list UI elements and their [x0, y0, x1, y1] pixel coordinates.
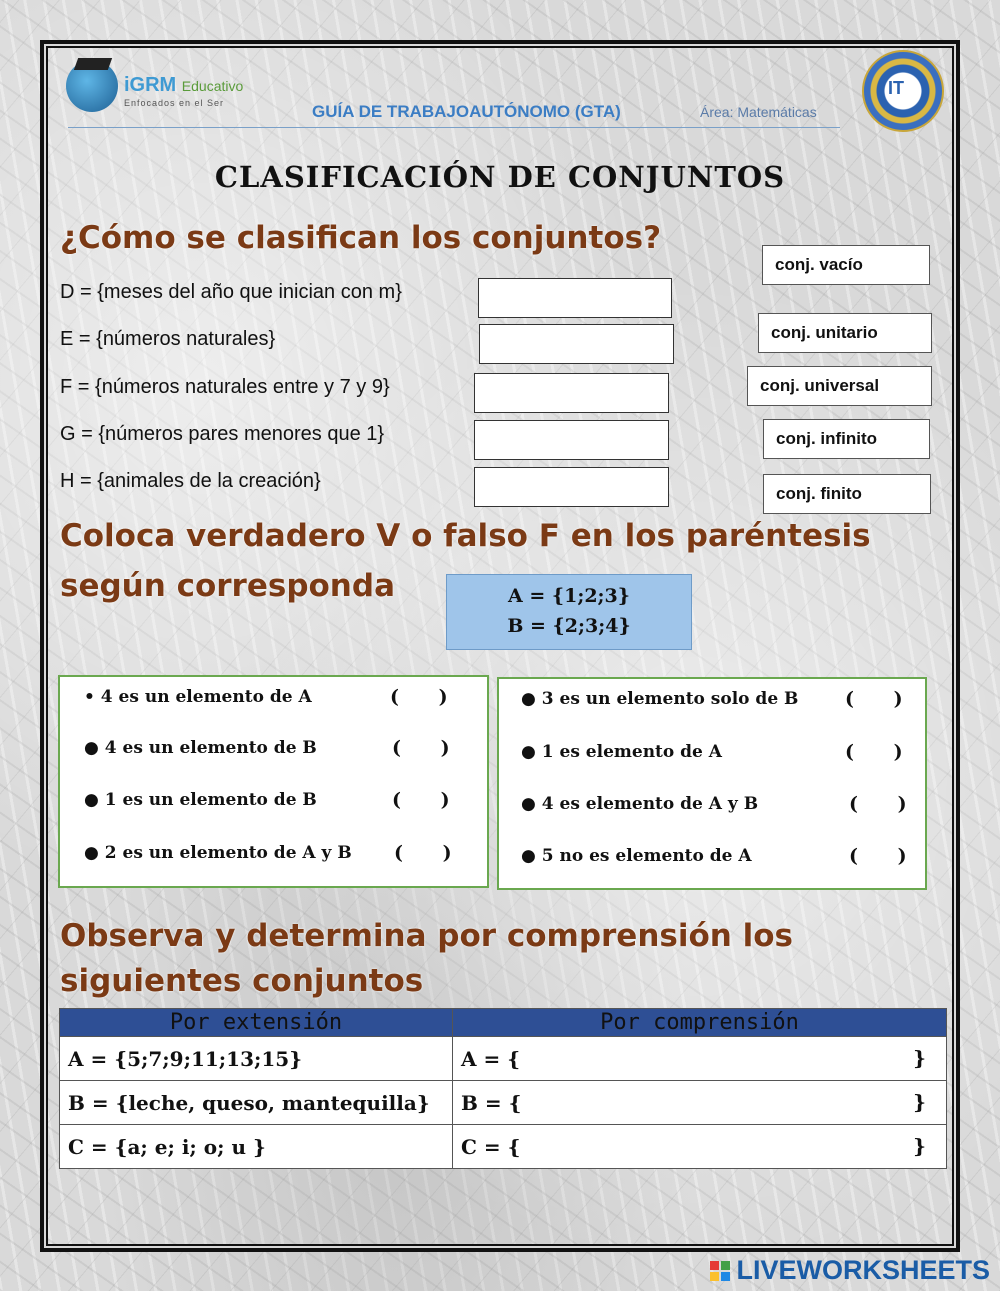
tf-paren-right-4[interactable]: ( )	[849, 845, 907, 867]
set-e-label: E = {números naturales}	[60, 328, 276, 350]
answer-box-f[interactable]	[474, 373, 669, 413]
seal-text: IT	[888, 78, 904, 98]
tf-paren-left-3[interactable]: ( )	[392, 789, 450, 811]
option-conj-infinito[interactable]: conj. infinito	[763, 419, 930, 459]
subject-area: Área: Matemáticas	[700, 104, 817, 120]
tf-panel-left	[58, 675, 489, 888]
set-b-definition: B = {2;3;4}	[507, 615, 631, 637]
tf-item-left-4: ● 2 es un elemento de A y B	[84, 843, 352, 863]
tf-paren-left-4[interactable]: ( )	[394, 842, 452, 864]
comprehension-close-a: }	[913, 1046, 926, 1070]
table-row	[60, 1125, 947, 1169]
comprehension-close-c: }	[913, 1134, 926, 1158]
section3-heading-line2: siguientes conjuntos	[60, 963, 424, 999]
tf-item-right-4: ● 5 no es elemento de A	[521, 846, 752, 866]
tf-paren-right-3[interactable]: ( )	[849, 793, 907, 815]
liveworksheets-brand: LIVEWORKSHEETS	[736, 1255, 990, 1285]
logo-brand-name: iGRM	[124, 74, 177, 96]
set-d-label: D = {meses del año que inician con m}	[60, 281, 402, 303]
extension-cell-c: C = {a; e; i; o; u }	[60, 1125, 453, 1169]
set-g-label: G = {números pares menores que 1}	[60, 423, 385, 445]
igrm-logo	[60, 58, 250, 120]
comprehension-close-b: }	[913, 1090, 926, 1114]
comprehension-table	[59, 1008, 947, 1169]
option-conj-universal[interactable]: conj. universal	[747, 366, 932, 406]
section2-heading-line2: según corresponda	[60, 568, 395, 604]
tf-paren-left-2[interactable]: ( )	[392, 737, 450, 759]
table-row	[60, 1081, 947, 1125]
page-title: CLASIFICACIÓN DE CONJUNTOS	[214, 160, 786, 194]
comprehension-open-c: C = {	[461, 1134, 521, 1159]
tf-paren-right-2[interactable]: ( )	[845, 741, 903, 763]
table-header-row	[60, 1009, 947, 1037]
option-conj-unitario[interactable]: conj. unitario	[758, 313, 932, 353]
liveworksheets-logo[interactable]	[710, 1255, 990, 1286]
tf-panel-right	[497, 677, 927, 890]
graduation-cap-icon	[74, 58, 112, 70]
comprehension-open-a: A = {	[461, 1046, 521, 1071]
extension-cell-b: B = {leche, queso, mantequilla}	[60, 1081, 453, 1125]
guide-title: GUÍA DE TRABAJOAUTÓNOMO (GTA)	[312, 102, 621, 121]
comprehension-cell-a[interactable]	[453, 1037, 947, 1081]
option-conj-finito[interactable]: conj. finito	[763, 474, 931, 514]
comprehension-cell-b[interactable]	[453, 1081, 947, 1125]
col-header-comprehension: Por comprensión	[453, 1009, 947, 1037]
logo-tagline: Enfocados en el Ser	[124, 98, 225, 108]
answer-box-g[interactable]	[474, 420, 669, 460]
comprehension-open-b: B = {	[461, 1090, 522, 1115]
set-h-label: H = {animales de la creación}	[60, 470, 321, 492]
sets-definition-box	[446, 574, 692, 650]
answer-box-h[interactable]	[474, 467, 669, 507]
tf-item-right-2: ● 1 es elemento de A	[521, 742, 722, 762]
header-divider	[68, 127, 840, 128]
tf-item-left-3: ● 1 es un elemento de B	[84, 790, 317, 810]
table-row	[60, 1037, 947, 1081]
section3-heading-line1: Observa y determina por comprensión los	[60, 918, 794, 954]
set-f-label: F = {números naturales entre y 7 y 9}	[60, 376, 390, 398]
col-header-extension: Por extensión	[60, 1009, 453, 1037]
comprehension-cell-c[interactable]	[453, 1125, 947, 1169]
answer-box-d[interactable]	[478, 278, 672, 318]
tf-item-left-2: ● 4 es un elemento de B	[84, 738, 317, 758]
option-conj-vacio[interactable]: conj. vacío	[762, 245, 930, 285]
school-seal-icon	[862, 50, 944, 132]
tf-paren-right-1[interactable]: ( )	[845, 688, 903, 710]
section1-heading: ¿Cómo se clasifican los conjuntos?	[60, 220, 662, 256]
tf-item-right-3: ● 4 es elemento de A y B	[521, 794, 759, 814]
section2-heading-line1: Coloca verdadero V o falso F en los paréntesis	[60, 518, 871, 554]
extension-cell-a: A = {5;7;9;11;13;15}	[60, 1037, 453, 1081]
set-a-definition: A = {1;2;3}	[507, 585, 630, 607]
tf-paren-left-1[interactable]: ( )	[390, 686, 448, 708]
tf-item-right-1: ● 3 es un elemento solo de B	[521, 689, 799, 709]
tf-item-left-1: • 4 es un elemento de A	[84, 687, 312, 707]
liveworksheets-blocks-icon	[710, 1261, 730, 1281]
logo-brand-suffix: Educativo	[181, 78, 244, 94]
answer-box-e[interactable]	[479, 324, 674, 364]
